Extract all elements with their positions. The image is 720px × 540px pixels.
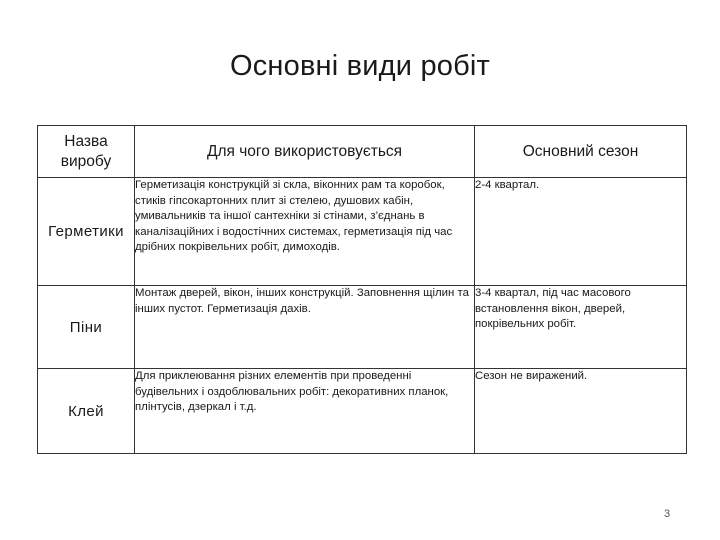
table-header-row bbox=[38, 126, 687, 178]
season-cell: Сезон не виражений. bbox=[475, 369, 687, 454]
usage-cell: Для приклеювання різних елементів при проведенні будівельних і оздоблювальних робіт: декоративних планок, плінтусів, дзеркал і т.д. bbox=[135, 369, 475, 454]
page-number: 3 bbox=[664, 508, 671, 520]
table-row bbox=[38, 369, 687, 454]
table-row bbox=[38, 286, 687, 369]
usage-cell: Герметизація конструкцій зі скла, віконних рам та коробок, стиків гіпсокартонних плит зі стелею, душових кабін, умивальників та іншої сантехніки зі стінами, з’єднань в каналізаційних і водостічних системах, герметизація під час дрібних покрівельних робіт, димоходів. bbox=[135, 178, 475, 286]
header-product-name: Назва виробу bbox=[38, 126, 135, 178]
product-name-cell: Герметики bbox=[38, 178, 135, 286]
slide-title: Основні види робіт bbox=[229, 50, 491, 82]
header-usage: Для чого використовується bbox=[135, 126, 475, 178]
season-cell: 3-4 квартал, під час масового встановлення вікон, дверей, покрівельних робіт. bbox=[475, 286, 687, 369]
product-name-cell: Піни bbox=[38, 286, 135, 369]
season-cell: 2-4 квартал. bbox=[475, 178, 687, 286]
product-name-cell: Клей bbox=[38, 369, 135, 454]
works-table bbox=[37, 125, 687, 454]
table-row bbox=[38, 178, 687, 286]
usage-cell: Монтаж дверей, вікон, інших конструкцій. Заповнення щілин та інших пустот. Герметизація дахів. bbox=[135, 286, 475, 369]
header-season: Основний сезон bbox=[475, 126, 687, 178]
